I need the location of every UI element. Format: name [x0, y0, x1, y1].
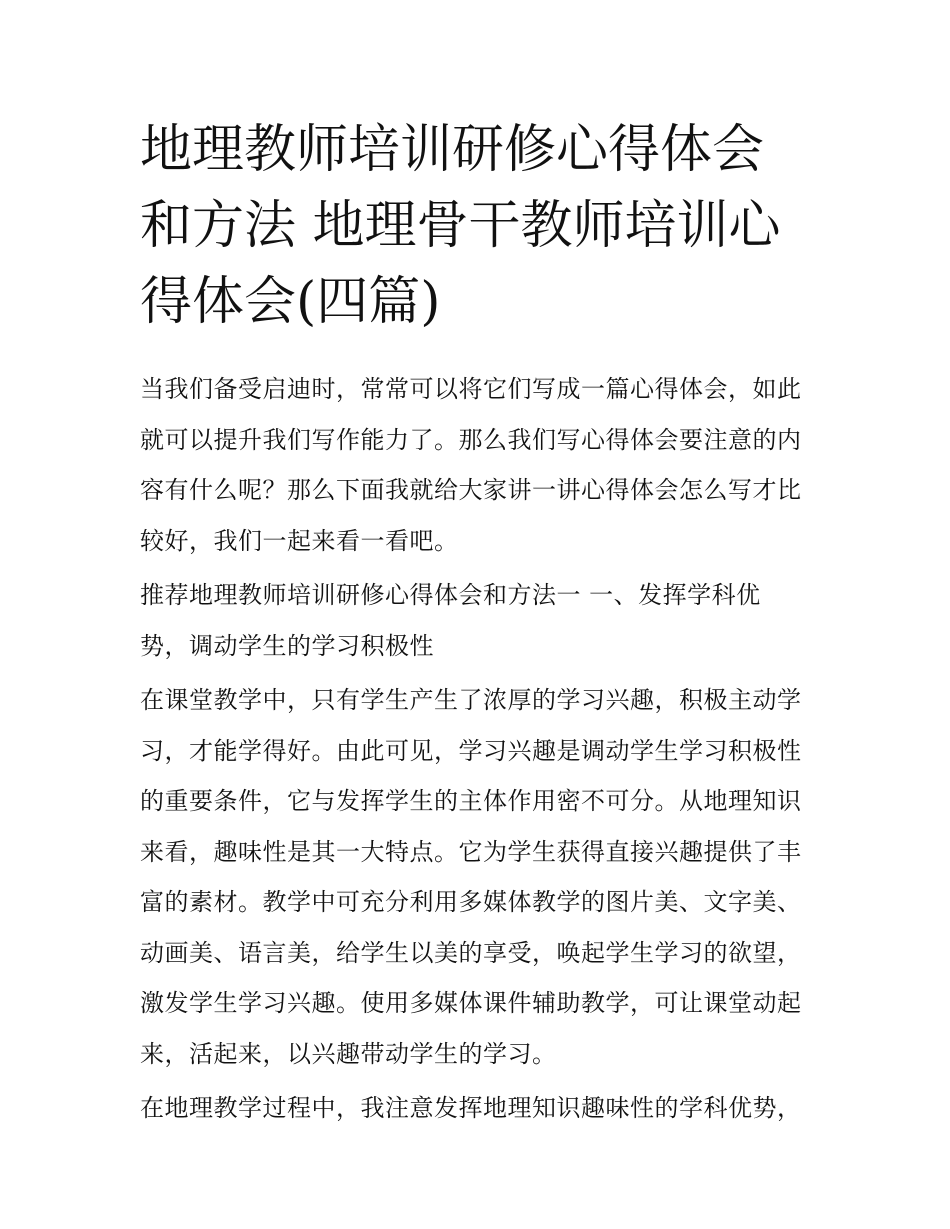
- document-title: 地理教师培训研修心得体会和方法 地理骨干教师培训心得体会(四篇): [140, 120, 781, 332]
- body-paragraph: 在课堂教学中，只有学生产生了浓厚的学习兴趣，积极主动学习，才能学得好。由此可见，学习兴趣是调动学生学习积极性的重要条件，它与发挥学生的主体作用密不可分。从地理知识来看，趣味性是其一大特点。它为学生获得直接兴趣提供了丰富的素材。教学中可充分利用多媒体教学的图片美、文字美、动画美、语言美，给学生以美的享受，唤起学生学习的欲望，激发学生学习兴趣。使用多媒体课件辅助教学，可让课堂动起来，活起来，以兴趣带动学生的学习。: [140, 686, 802, 1068]
- document-page: [140, 112, 815, 1134]
- section-heading: 推荐地理教师培训研修心得体会和方法一 一、发挥学科优势，调动学生的学习积极性: [140, 581, 761, 660]
- intro-paragraph: 当我们备受启迪时，常常可以将它们写成一篇心得体会，如此就可以提升我们写作能力了。那么我们写心得体会要注意的内容有什么呢？那么下面我就给大家讲一讲心得体会怎么写才比较好，我们一起来看一看吧。: [140, 375, 802, 555]
- body-paragraph-continued: 在地理教学过程中，我注意发挥地理知识趣味性的学科优势，: [140, 1094, 802, 1122]
